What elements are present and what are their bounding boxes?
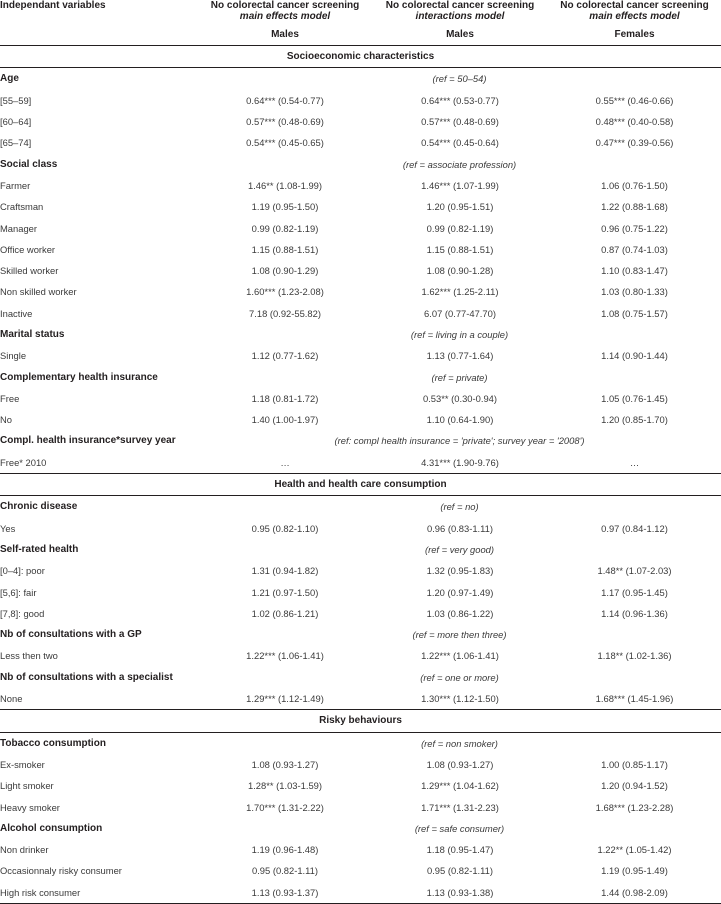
section-row [0, 710, 721, 732]
table-row [0, 560, 721, 581]
category-row [0, 624, 721, 645]
odds-ratio-cell: 0.53** (0.30-0.94) [422, 392, 497, 404]
odds-ratio-cell: 1.05 (0.76-1.45) [601, 392, 668, 404]
odds-ratio-cell: 1.06 (0.76-1.50) [601, 179, 668, 191]
odds-ratio-cell: 1.22*** (1.06-1.41) [246, 650, 324, 662]
category-label: Nb of consultations with a specialist [0, 671, 173, 683]
odds-ratio-cell: 0.87 (0.74-1.03) [601, 243, 668, 255]
odds-ratio-cell: 1.14 (0.96-1.36) [601, 607, 668, 619]
table-row [0, 217, 721, 238]
row-label: Craftsman [0, 201, 44, 213]
odds-ratio-cell: 0.57*** (0.48-0.69) [421, 116, 499, 128]
odds-ratio-cell: 0.96 (0.75-1.22) [601, 222, 668, 234]
table-row [0, 345, 721, 366]
table-row [0, 111, 721, 132]
odds-ratio-cell: 1.40 (1.00-1.97) [251, 414, 319, 426]
category-label: Social class [0, 158, 58, 170]
odds-ratio-cell: 1.10 (0.64-1.90) [426, 414, 494, 426]
odds-ratio-cell: 0.95 (0.82-1.11) [251, 865, 318, 877]
odds-ratio-cell: 4.31*** (1.90-9.76) [421, 456, 499, 468]
odds-ratio-cell: 1.70*** (1.31-2.22) [246, 801, 324, 813]
table-row [0, 388, 721, 409]
reference-note: (ref = one or more) [420, 671, 499, 683]
section-title-socioeconomic: Socioeconomic characteristics [0, 46, 721, 68]
odds-ratio-cell: 0.48*** (0.40-0.58) [595, 116, 674, 128]
category-label: Alcohol consumption [0, 822, 103, 834]
odds-ratio-cell: 1.30*** (1.12-1.50) [421, 693, 499, 705]
odds-ratio-cell: 1.08 (0.75-1.57) [601, 307, 668, 319]
odds-ratio-cell: 0.54*** (0.45-0.64) [421, 137, 499, 149]
row-label: [0–4]: poor [0, 565, 45, 577]
odds-ratio-cell: 0.64*** (0.53-0.77) [421, 94, 499, 106]
row-label: Non drinker [0, 844, 49, 856]
odds-ratio-cell: … [280, 456, 290, 468]
table-row [0, 775, 721, 796]
table-row [0, 132, 721, 153]
table-row [0, 518, 721, 539]
odds-ratio-cell: 0.97 (0.84-1.12) [601, 522, 668, 534]
odds-ratio-cell: 1.08 (0.90-1.28) [426, 265, 494, 277]
category-row [0, 667, 721, 688]
category-row [0, 366, 721, 387]
section-title: Risky behaviours [0, 710, 721, 732]
table-row [0, 196, 721, 217]
odds-ratio-cell: 1.29*** (1.12-1.49) [246, 693, 324, 705]
odds-ratio-cell: 1.31 (0.94-1.82) [251, 565, 319, 577]
row-label: Heavy smoker [0, 801, 60, 813]
row-label: High risk consumer [0, 882, 198, 904]
table-row [0, 839, 721, 860]
header-model-1-title: No colorectal cancer screening [210, 0, 360, 11]
table-row [0, 645, 721, 666]
table-row [0, 688, 721, 710]
odds-ratio-cell: 1.03 (0.86-1.22) [426, 607, 494, 619]
table-row [0, 882, 721, 904]
odds-ratio-cell: 0.96 (0.83-1.11) [426, 522, 493, 534]
odds-ratio-cell: 0.54*** (0.45-0.65) [246, 137, 324, 149]
odds-ratio-cell: 1.08 (0.93-1.27) [426, 758, 494, 770]
category-row [0, 818, 721, 839]
category-row [0, 732, 721, 754]
table-row [0, 303, 721, 324]
reference-note: (ref = no) [440, 501, 479, 513]
row-label: Occasionnaly risky consumer [0, 865, 122, 877]
row-label: None [0, 693, 23, 705]
reference-note: (ref = very good) [424, 543, 495, 555]
table-row [0, 281, 721, 302]
odds-ratio-cell: 0.99 (0.82-1.19) [251, 222, 319, 234]
odds-ratio-cell: 1.62*** (1.25-2.11) [421, 286, 499, 298]
category-row [0, 430, 721, 451]
odds-ratio-cell: 1.18 (0.81-1.72) [251, 392, 319, 404]
category-label: Tobacco consumption [0, 737, 106, 749]
category-row [0, 496, 721, 518]
sex-label-3: Females [548, 24, 721, 46]
section-title: Health and health care consumption [0, 473, 721, 495]
odds-ratio-cell: 6.07 (0.77-47.70) [424, 307, 496, 319]
category-row [0, 324, 721, 345]
reference-note: (ref = safe consumer) [414, 822, 505, 834]
odds-ratio-cell: 1.00 (0.85-1.17) [601, 758, 668, 770]
row-label: Non skilled worker [0, 286, 77, 298]
odds-ratio-cell: 1.21 (0.97-1.50) [251, 586, 319, 598]
odds-ratio-cell: 1.03 (0.80-1.33) [601, 286, 668, 298]
category-label: Compl. health insurance*survey year [0, 435, 176, 447]
row-label: Less then two [0, 650, 58, 662]
odds-ratio-cell: 1.08 (0.90-1.29) [251, 265, 319, 277]
category-row [0, 153, 721, 174]
odds-ratio-cell: 1.29*** (1.04-1.62) [421, 780, 499, 792]
row-label: [5,6]: fair [0, 586, 37, 598]
table-row [0, 239, 721, 260]
row-label: No [0, 414, 12, 426]
header-model-1 [198, 0, 372, 24]
table-row [0, 581, 721, 602]
row-label: Manager [0, 222, 38, 234]
category-label: Complementary health insurance [0, 371, 158, 383]
row-label: Skilled worker [0, 265, 59, 277]
header-model-2 [372, 0, 548, 24]
row-label: Yes [0, 522, 16, 534]
row-label: [55–59] [0, 94, 32, 106]
odds-ratio-cell: 7.18 (0.92-55.82) [249, 307, 321, 319]
section-row [0, 473, 721, 495]
odds-ratio-cell: 1.20 (0.95-1.51) [426, 201, 494, 213]
odds-ratio-cell: 0.99 (0.82-1.19) [426, 222, 494, 234]
row-label: Free [0, 392, 20, 404]
reference-note: (ref = non smoker) [421, 737, 498, 749]
header-independent-variables: Independant variables [0, 0, 106, 11]
odds-ratio-cell: 1.19 (0.95-1.50) [251, 201, 319, 213]
row-label: Inactive [0, 307, 33, 319]
header-model-3-title: No colorectal cancer screening [560, 0, 709, 11]
odds-ratio-cell: 1.20 (0.85-1.70) [601, 414, 668, 426]
odds-ratio-cell: 1.15 (0.88-1.51) [426, 243, 494, 255]
odds-ratio-cell: 0.47*** (0.39-0.56) [595, 137, 674, 149]
sex-row [0, 24, 721, 46]
sex-row-blank [0, 24, 198, 46]
reference-note: (ref = 50–54) [432, 73, 487, 85]
odds-ratio-cell: 1.22*** (1.06-1.41) [421, 650, 499, 662]
odds-ratio-cell: 1.44 (0.98-2.09) [548, 882, 721, 904]
row-label: [7,8]: good [0, 607, 45, 619]
odds-ratio-cell: 1.18 (0.95-1.47) [426, 844, 494, 856]
odds-ratio-cell: 1.46*** (1.07-1.99) [421, 179, 499, 191]
odds-ratio-cell: 1.28** (1.03-1.59) [247, 780, 322, 792]
table-row [0, 860, 721, 881]
header-model-3 [548, 0, 721, 24]
table-row [0, 452, 721, 474]
row-label: Light smoker [0, 780, 54, 792]
table-row [0, 409, 721, 430]
odds-ratio-cell: 1.68*** (1.23-2.28) [595, 801, 674, 813]
row-label: Ex-smoker [0, 758, 45, 770]
odds-ratio-cell: 1.46** (1.08-1.99) [247, 179, 322, 191]
odds-ratio-cell: 1.18** (1.02-1.36) [597, 650, 672, 662]
odds-ratio-cell: 0.95 (0.82-1.11) [426, 865, 493, 877]
row-label: [65–74] [0, 137, 32, 149]
odds-ratio-cell: 1.10 (0.83-1.47) [601, 265, 668, 277]
reference-note: (ref = associate profession) [402, 158, 517, 170]
odds-ratio-cell: 0.95 (0.82-1.10) [251, 522, 319, 534]
odds-ratio-cell: 1.13 (0.93-1.37) [198, 882, 372, 904]
row-label: Farmer [0, 179, 31, 191]
table-row [0, 603, 721, 624]
table-body [0, 24, 721, 903]
row-label: Single [0, 350, 27, 362]
reference-note: (ref: compl health insurance = 'private'; survey year = '2008') [334, 435, 585, 447]
header-model-2-subtitle: interactions model [415, 11, 505, 22]
odds-ratio-cell: 0.55*** (0.46-0.66) [595, 94, 674, 106]
table-row [0, 175, 721, 196]
odds-ratio-cell: 1.08 (0.93-1.27) [251, 758, 319, 770]
category-label: Age [0, 73, 19, 85]
reference-note: (ref = more then three) [412, 629, 507, 641]
category-label: Marital status [0, 329, 65, 340]
odds-ratio-cell: 1.60*** (1.23-2.08) [246, 286, 324, 298]
reference-note: (ref = private) [431, 371, 488, 383]
category-row [0, 539, 721, 560]
reference-note: (ref = living in a couple) [410, 329, 509, 340]
table-row [0, 90, 721, 111]
category-row [0, 68, 721, 90]
odds-ratio-cell: 1.14 (0.90-1.44) [601, 350, 668, 362]
odds-ratio-cell: 1.22 (0.88-1.68) [601, 201, 668, 213]
table-row [0, 260, 721, 281]
odds-ratio-cell: 1.20 (0.97-1.49) [426, 586, 494, 598]
odds-ratio-cell: 1.19 (0.96-1.48) [251, 844, 319, 856]
odds-ratio-cell: 1.48** (1.07-2.03) [597, 565, 672, 577]
table-row [0, 796, 721, 817]
odds-ratio-cell: 1.19 (0.95-1.49) [601, 865, 668, 877]
odds-ratio-cell: 1.12 (0.77-1.62) [251, 350, 319, 362]
odds-ratio-cell: 1.13 (0.77-1.64) [426, 350, 494, 362]
odds-ratio-cell: 0.64*** (0.54-0.77) [246, 94, 324, 106]
odds-ratio-cell: 1.15 (0.88-1.51) [251, 243, 319, 255]
odds-ratio-cell: 1.13 (0.93-1.38) [372, 882, 548, 904]
category-label: Self-rated health [0, 543, 79, 555]
row-label: Free* 2010 [0, 456, 47, 468]
section-row [0, 46, 721, 68]
odds-ratio-cell: 1.20 (0.94-1.52) [601, 780, 668, 792]
odds-ratio-cell: 1.71*** (1.31-2.23) [421, 801, 499, 813]
row-label: Office worker [0, 243, 56, 255]
sex-label-1: Males [198, 24, 372, 46]
header-model-1-subtitle: main effects model [239, 11, 331, 22]
odds-ratio-cell: 1.17 (0.95-1.45) [601, 586, 668, 598]
odds-ratio-cell: 1.32 (0.95-1.83) [426, 565, 494, 577]
header-model-2-title: No colorectal cancer screening [385, 0, 535, 11]
row-label: [60–64] [0, 116, 32, 128]
odds-ratio-cell: 0.57*** (0.48-0.69) [246, 116, 324, 128]
odds-ratio-cell: 1.22** (1.05-1.42) [597, 844, 672, 856]
odds-ratio-cell: … [629, 456, 640, 468]
odds-ratio-cell: 1.02 (0.86-1.21) [251, 607, 319, 619]
sex-label-2: Males [372, 24, 548, 46]
odds-ratio-cell: 1.68*** (1.45-1.96) [595, 693, 674, 705]
category-label: Nb of consultations with a GP [0, 629, 142, 641]
header-model-3-subtitle: main effects model [589, 11, 680, 22]
table-row [0, 754, 721, 775]
category-label: Chronic disease [0, 501, 78, 513]
